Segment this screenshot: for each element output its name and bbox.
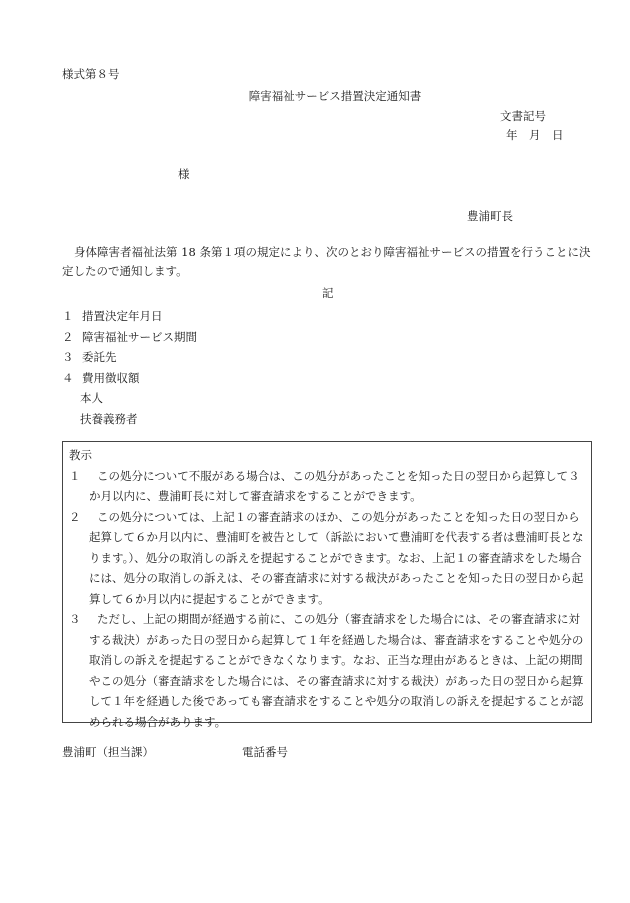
notice-item-number: １ bbox=[69, 468, 81, 483]
notice-heading: 教示 bbox=[69, 448, 92, 462]
item-label: 費用徴収額 bbox=[82, 370, 140, 385]
notice-item-text: この処分については、上記１の審査請求のほか、この処分があったことを知った日の翌日から起算して６か月以内に、豊浦町を被告として（訴訟において豊浦町を代表する者は豊浦町長となります。）、処分の取消しの訴えを提起することができます。なお、上記１の審査請求をした場合には、処分の取消しの訴えは、その審査請求に対する裁決があったことを知った日の翌日から起算して６か月以内に提起することができます。 bbox=[89, 509, 584, 606]
item-label: 委託先 bbox=[82, 350, 117, 364]
item-number: ２ bbox=[62, 329, 74, 344]
document-number-label: 文書記号 bbox=[500, 109, 546, 123]
form-number: 様式第８号 bbox=[62, 67, 120, 81]
contact-phone-label: 電話番号 bbox=[242, 745, 288, 759]
notice-box bbox=[62, 441, 592, 729]
notice-item bbox=[69, 609, 585, 732]
sub-item bbox=[62, 409, 582, 430]
list-item bbox=[62, 327, 582, 348]
sub-item bbox=[62, 388, 582, 409]
list-item bbox=[62, 368, 582, 389]
document-title: 障害福祉サービス措置決定通知書 bbox=[248, 89, 422, 103]
body-paragraph: 身体障害者福祉法第 18 条第１項の規定により、次のとおり障害福祉サービスの措置を行うことに決定したので通知します。 bbox=[62, 245, 591, 278]
notice-item-number: ３ bbox=[69, 612, 81, 626]
list-item bbox=[62, 347, 582, 368]
item-number: ３ bbox=[62, 350, 74, 364]
notice-item-text: この処分について不服がある場合は、この処分があったことを知った日の翌日から起算して３か月以内に、豊浦町長に対して審査請求をすることができます。 bbox=[89, 468, 580, 503]
contact-department: 豊浦町（担当課） bbox=[62, 745, 154, 759]
contact-line bbox=[62, 744, 288, 760]
item-label: 措置決定年月日 bbox=[82, 309, 163, 323]
item-number: ４ bbox=[62, 370, 74, 385]
notice-item-text: ただし、上記の期間が経過する前に、この処分（審査請求をした場合には、その審査請求に対する裁決）があった日の翌日から起算して１年を経過した場合は、審査請求をすることや処分の取消しの訴えを提起することができなくなります。なお、正当な理由があるときは、上記の期間やこの処分（審査請求をした場合には、その審査請求に対する裁決）があった日の翌日から起算して１年を経過した後であっても審査請求をすることや処分の取消しの訴えを提起することが認められる場合があります。 bbox=[89, 612, 584, 729]
addressee-suffix: 様 bbox=[178, 167, 190, 181]
item-number: １ bbox=[62, 309, 74, 323]
item-list bbox=[62, 306, 582, 429]
notice-item-number: ２ bbox=[69, 509, 81, 524]
notice-item bbox=[69, 507, 585, 610]
sub-item-label: 扶養義務者 bbox=[80, 411, 138, 426]
list-item bbox=[62, 306, 582, 327]
sender-name: 豊浦町長 bbox=[467, 209, 513, 223]
sub-item-label: 本人 bbox=[80, 391, 103, 405]
document-date-label: 年 月 日 bbox=[506, 128, 564, 142]
ki-heading: 記 bbox=[322, 286, 334, 300]
notice-item bbox=[69, 466, 585, 507]
item-label: 障害福祉サービス期間 bbox=[82, 329, 197, 344]
